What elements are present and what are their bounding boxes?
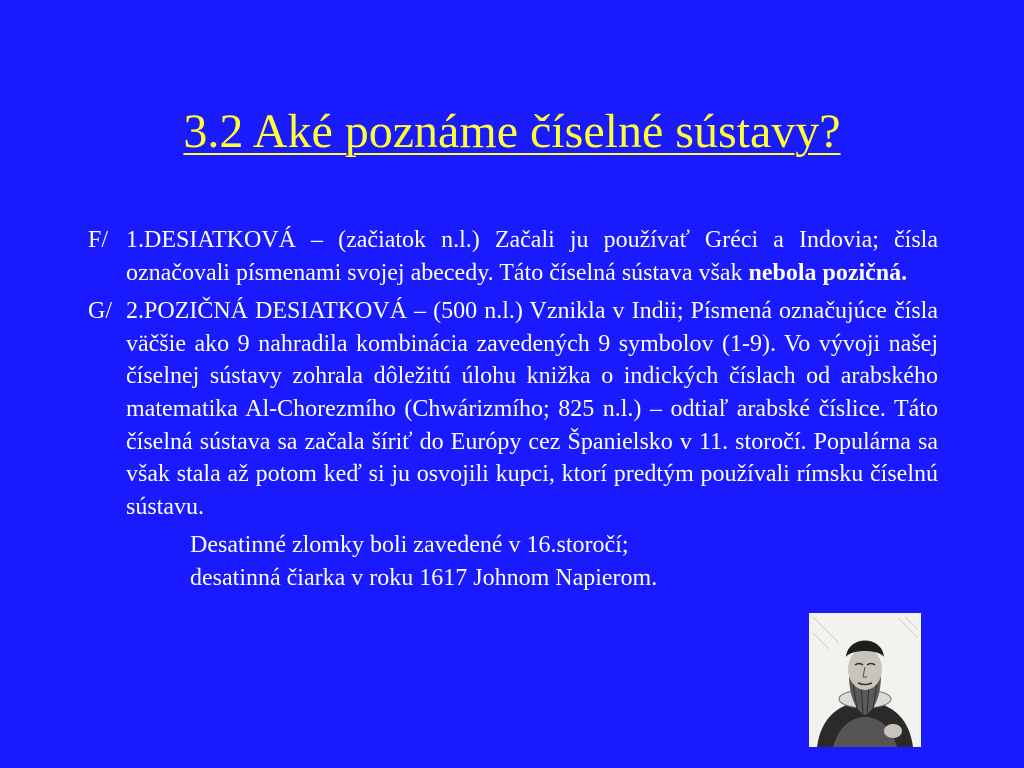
napier-portrait-drawing: [809, 613, 921, 747]
paragraph-f: [88, 224, 938, 289]
paragraph-g: [88, 295, 938, 523]
paragraph-f-bold: nebola pozičná.: [748, 259, 908, 286]
paragraph-marker-f: F/: [88, 227, 109, 253]
note-decimal-fractions: Desatinné zlomky boli zavedené v 16.storočí;: [190, 532, 629, 559]
paragraph-g-text: 2.POZIČNÁ DESIATKOVÁ – (500 n.l.) Vznikla v Indii; Písmená označujúce čísla väčšie ako 9 nahradila kombinácia zavedených 9 symbolov (1-9). Vo vývoji našej číselnej sústavy zohrala dôležitú úlohu knižka o indických číslach od arabského matematika Al-Chorezmího (Chwárizmího; 825 n.l.) – odtiaľ arabské číslice. Táto číselná sústava sa začala šíriť do Európy cez Španielsko v 11. storočí. Populárna sa však stala až potom keď si ju osvojili kupci, ktorí predtým používali rímsku číselnú sústavu.: [126, 298, 938, 520]
paragraph-f-text: 1.DESIATKOVÁ – (začiatok n.l.) Začali ju používať Gréci a Indovia; čísla označovali písmenami svojej abecedy. Táto číselná sústava však: [126, 227, 938, 286]
slide-title: 3.2 Aké poznáme číselné sústavy?: [183, 105, 841, 158]
paragraph-marker-g: G/: [88, 298, 112, 325]
note-decimal-point: desatinná čiarka v roku 1617 Johnom Napierom.: [190, 564, 658, 591]
portrait-image: [809, 613, 921, 747]
slide-body: [88, 224, 938, 595]
